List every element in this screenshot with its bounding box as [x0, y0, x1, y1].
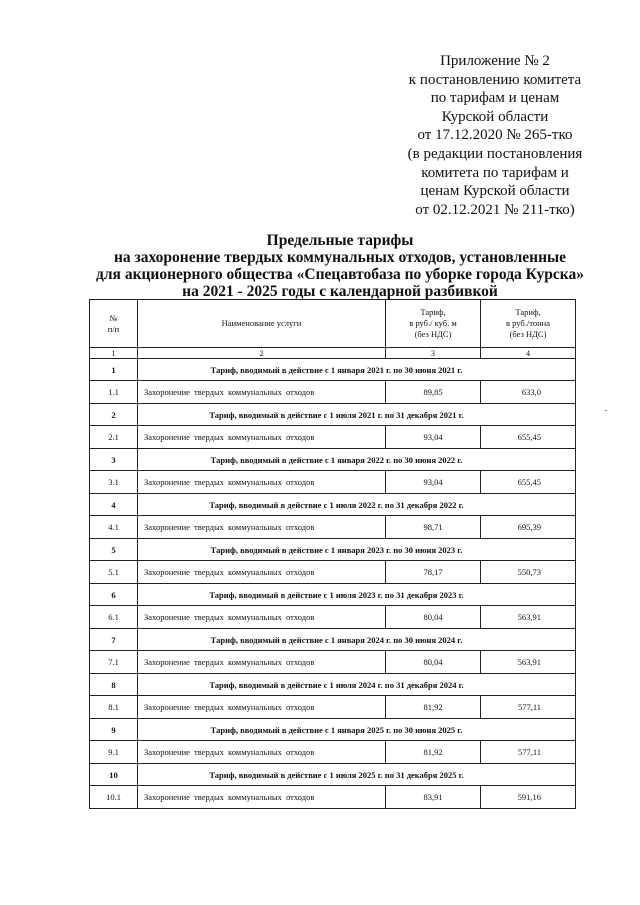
period-number: 7: [90, 629, 138, 651]
period-row: [90, 404, 576, 426]
period-number: 5: [90, 539, 138, 561]
appendix-line: по тарифам и ценам: [430, 90, 560, 107]
table-row: [90, 381, 576, 404]
tariff-per-ton: 563,91: [481, 606, 576, 629]
table-row: [90, 696, 576, 719]
title-line: на захоронение твердых коммунальных отходов, установленные: [113, 249, 567, 266]
period-title: Тариф, вводимый в действие с 1 июля 2022 г. по 31 декабря 2022 г.: [138, 494, 576, 516]
period-title: Тариф, вводимый в действие с 1 января 2023 г. по 30 июня 2023 г.: [138, 539, 576, 561]
service-name: Захоронение твердых коммунальных отходов: [138, 606, 386, 629]
column-number-row: [90, 348, 576, 359]
scan-mark: [605, 410, 607, 411]
row-number: 10.1: [90, 786, 138, 809]
period-row: [90, 539, 576, 561]
table-row: [90, 606, 576, 629]
table-row: [90, 516, 576, 539]
table-row: [90, 786, 576, 809]
row-number: 6.1: [90, 606, 138, 629]
row-number: 8.1: [90, 696, 138, 719]
period-number: 4: [90, 494, 138, 516]
tariff-per-ton: 633,0: [481, 381, 576, 404]
table-row: [90, 741, 576, 764]
tariff-per-m3: 81,92: [386, 741, 481, 764]
appendix-line: от 02.12.2021 № 211-тко): [415, 201, 575, 218]
period-row: [90, 764, 576, 786]
tariff-per-m3: 81,92: [386, 696, 481, 719]
service-name: Захоронение твердых коммунальных отходов: [138, 741, 386, 764]
tariff-per-m3: 83,91: [386, 786, 481, 809]
period-row: [90, 494, 576, 516]
tariff-per-m3: 80,04: [386, 606, 481, 629]
appendix-line: Курской области: [441, 108, 549, 125]
tariff-per-ton: 577,11: [481, 741, 576, 764]
period-title: Тариф, вводимый в действие с 1 июля 2025 г. по 31 декабря 2025 г.: [138, 764, 576, 786]
service-name: Захоронение твердых коммунальных отходов: [138, 651, 386, 674]
header-number: № п/п: [90, 300, 138, 348]
period-row: [90, 449, 576, 471]
tariff-per-ton: 695,39: [481, 516, 576, 539]
header-tariff-ton: Тариф, в руб./тонна (без НДС): [481, 300, 576, 348]
period-row: [90, 584, 576, 606]
column-number: 3: [386, 348, 481, 359]
appendix-line: к постановлению комитета: [408, 71, 582, 88]
table-row: [90, 426, 576, 449]
period-number: 8: [90, 674, 138, 696]
period-number: 9: [90, 719, 138, 741]
period-title: Тариф, вводимый в действие с 1 июля 2021 г. по 31 декабря 2021 г.: [138, 404, 576, 426]
period-row: [90, 359, 576, 381]
service-name: Захоронение твердых коммунальных отходов: [138, 786, 386, 809]
tariff-per-ton: 591,16: [481, 786, 576, 809]
tariff-per-ton: 563,91: [481, 651, 576, 674]
header-tariff-m3: Тариф, в руб./ куб. м (без НДС): [386, 300, 481, 348]
tariff-per-ton: 655,45: [481, 426, 576, 449]
period-row: [90, 674, 576, 696]
period-number: 2: [90, 404, 138, 426]
period-title: Тариф, вводимый в действие с 1 января 2025 г. по 30 июня 2025 г.: [138, 719, 576, 741]
column-number: 2: [138, 348, 386, 359]
title-line: для акционерного общества «Спецавтобаза по уборке города Курска»: [96, 266, 584, 283]
tariff-per-ton: 550,73: [481, 561, 576, 584]
appendix-block: [395, 52, 595, 219]
period-row: [90, 719, 576, 741]
appendix-line: Приложение № 2: [440, 53, 550, 69]
tariff-per-m3: 93,04: [386, 471, 481, 494]
period-title: Тариф, вводимый в действие с 1 января 2022 г. по 30 июня 2022 г.: [138, 449, 576, 471]
column-number: 1: [90, 348, 138, 359]
row-number: 9.1: [90, 741, 138, 764]
row-number: 5.1: [90, 561, 138, 584]
row-number: 2.1: [90, 426, 138, 449]
period-number: 3: [90, 449, 138, 471]
column-number: 4: [481, 348, 576, 359]
period-title: Тариф, вводимый в действие с 1 января 2024 г. по 30 июня 2024 г.: [138, 629, 576, 651]
period-number: 1: [90, 359, 138, 381]
tariff-per-m3: 98,71: [386, 516, 481, 539]
period-row: [90, 629, 576, 651]
tariff-per-m3: 89,85: [386, 381, 481, 404]
period-title: Тариф, вводимый в действие с 1 июля 2023 г. по 31 декабря 2023 г.: [138, 584, 576, 606]
row-number: 3.1: [90, 471, 138, 494]
tariff-per-ton: 655,45: [481, 471, 576, 494]
row-number: 4.1: [90, 516, 138, 539]
row-number: 7.1: [90, 651, 138, 674]
title-line: Предельные тарифы: [266, 232, 414, 249]
appendix-line: от 17.12.2020 № 265-тко: [417, 127, 573, 144]
tariff-per-m3: 93,04: [386, 426, 481, 449]
service-name: Захоронение твердых коммунальных отходов: [138, 696, 386, 719]
tariff-per-m3: 80,04: [386, 651, 481, 674]
tariff-table: [89, 299, 576, 809]
header-service: Наименование услуги: [138, 300, 386, 348]
document-title: [80, 232, 600, 300]
row-number: 1.1: [90, 381, 138, 404]
appendix-line: комитета по тарифам и: [421, 164, 569, 181]
period-title: Тариф, вводимый в действие с 1 января 2021 г. по 30 июня 2021 г.: [138, 359, 576, 381]
period-title: Тариф, вводимый в действие с 1 июля 2024 г. по 31 декабря 2024 г.: [138, 674, 576, 696]
service-name: Захоронение твердых коммунальных отходов: [138, 381, 386, 404]
appendix-line: ценам Курской области: [420, 183, 570, 200]
tariff-per-ton: 577,11: [481, 696, 576, 719]
table-row: [90, 651, 576, 674]
period-number: 10: [90, 764, 138, 786]
title-line: на 2021 - 2025 годы с календарной разбивкой: [182, 283, 498, 300]
appendix-line: (в редакции постановления: [407, 145, 583, 162]
service-name: Захоронение твердых коммунальных отходов: [138, 516, 386, 539]
service-name: Захоронение твердых коммунальных отходов: [138, 426, 386, 449]
table-header-row: [90, 300, 576, 348]
service-name: Захоронение твердых коммунальных отходов: [138, 561, 386, 584]
table-row: [90, 471, 576, 494]
tariff-per-m3: 78,17: [386, 561, 481, 584]
service-name: Захоронение твердых коммунальных отходов: [138, 471, 386, 494]
period-number: 6: [90, 584, 138, 606]
table-row: [90, 561, 576, 584]
